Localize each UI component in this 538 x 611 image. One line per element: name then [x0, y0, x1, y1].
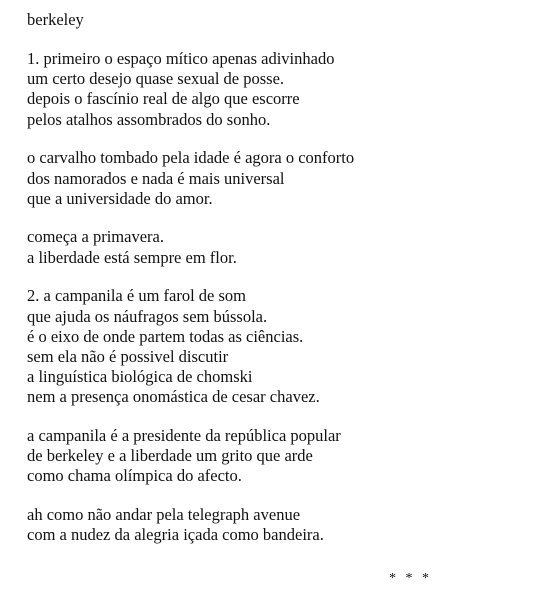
poem-line: como chama olímpica do afecto.	[27, 466, 242, 486]
poem-line: de berkeley e a liberdade um grito que arde	[27, 446, 313, 466]
stanza-3	[27, 227, 527, 267]
poem-line: que a universidade do amor.	[27, 188, 213, 208]
poem-line: dos namorados e nada é mais universal	[27, 168, 285, 188]
poem-line: sem ela não é possivel discutir	[27, 346, 229, 366]
poem-line: começa a primavera.	[27, 227, 164, 247]
stanza-2	[27, 148, 527, 209]
poem-line: 2. a campanila é um farol de som	[27, 286, 247, 306]
poem-line: é o eixo de onde partem todas as ciências.	[27, 326, 304, 346]
stanza-4	[27, 286, 527, 407]
poem-line: a liberdade está sempre em flor.	[27, 247, 237, 267]
poem-line: nem a presença onomástica de cesar chavez.	[27, 387, 320, 407]
poem-line: um certo desejo quase sexual de posse.	[27, 69, 285, 89]
poem-line: 1. primeiro o espaço mítico apenas adivinhado	[27, 49, 335, 68]
section-break-asterisks: * * *	[389, 571, 432, 586]
poem-line: o carvalho tombado pela idade é agora o conforto	[27, 148, 355, 168]
stanza-5	[27, 426, 527, 487]
poem-line: que ajuda os náufragos sem bússola.	[27, 306, 268, 326]
poem-line: a campanila é a presidente da república popular	[27, 426, 341, 446]
poem-line: depois o fascínio real de algo que escorre	[27, 89, 300, 109]
poem-line: pelos atalhos assombrados do sonho.	[27, 109, 271, 129]
poem	[27, 10, 527, 564]
stanza-6	[27, 505, 527, 545]
poem-title: berkeley	[27, 10, 84, 29]
poem-line: com a nudez da alegria içada como bandeira.	[27, 525, 324, 545]
poem-line: ah como não andar pela telegraph avenue	[27, 505, 301, 525]
poem-line: a linguística biológica de chomski	[27, 367, 253, 387]
stanza-1	[27, 49, 527, 130]
